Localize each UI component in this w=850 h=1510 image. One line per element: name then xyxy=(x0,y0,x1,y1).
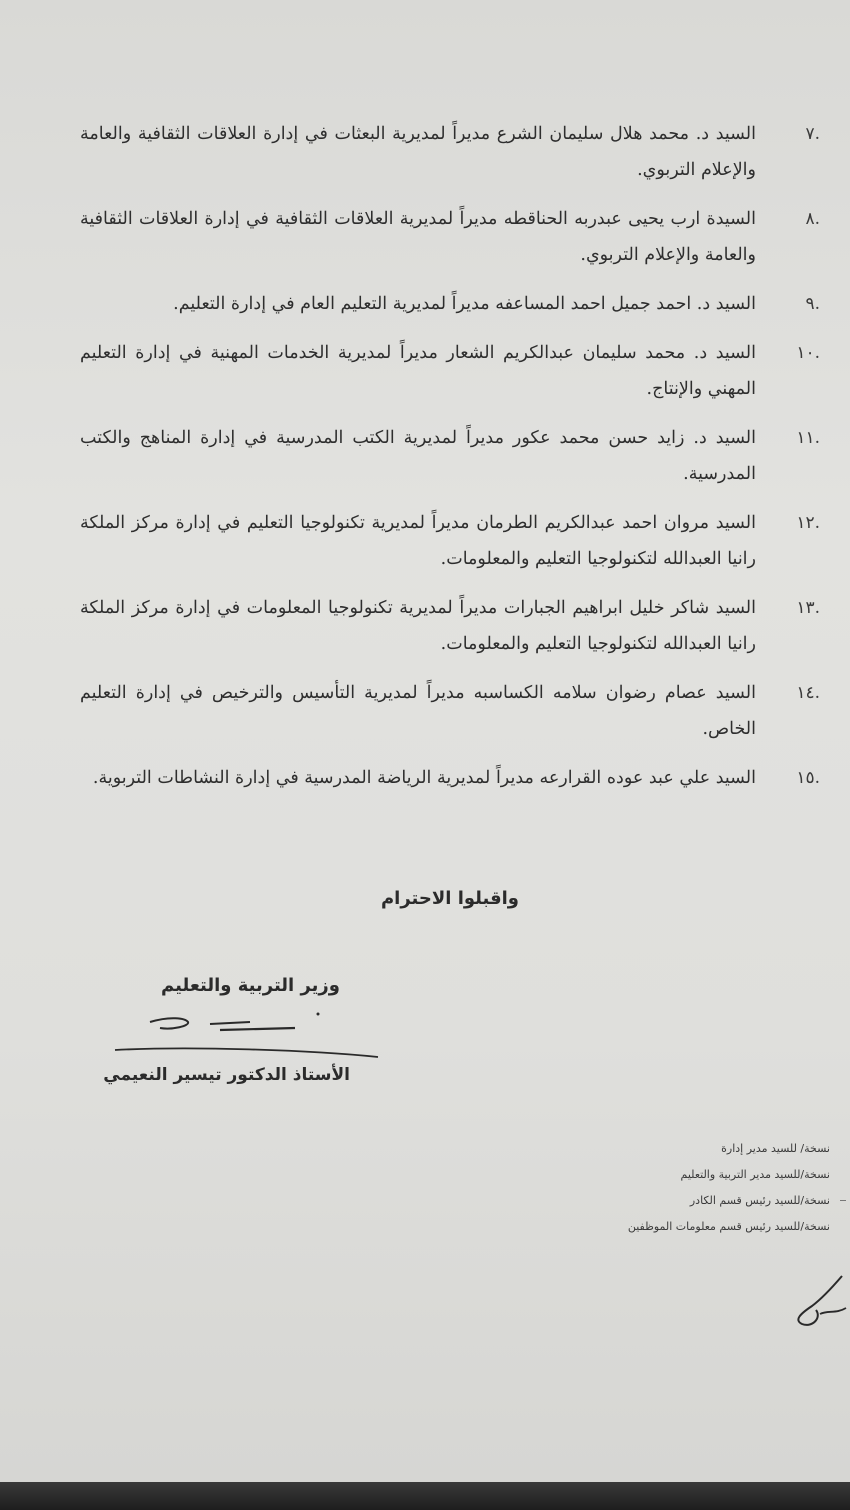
list-item xyxy=(80,420,820,492)
item-text: السيد د. محمد سليمان عبدالكريم الشعار مديراً لمديرية الخدمات المهنية في إدارة التعليم المهني والإنتاج. xyxy=(80,343,756,399)
list-item xyxy=(80,590,820,662)
appointments-list xyxy=(80,116,820,809)
list-item xyxy=(80,505,820,577)
signature-icon xyxy=(110,1000,390,1070)
list-item xyxy=(80,286,820,322)
copy-recipient: نسخة/للسيد رئيس قسم معلومات الموظفين xyxy=(627,1220,830,1233)
scanner-edge xyxy=(0,1482,850,1510)
item-text: السيد عصام رضوان سلامه الكساسبه مديراً لمديرية التأسيس والترخيص في إدارة التعليم الخاص. xyxy=(80,683,756,739)
list-item xyxy=(80,760,820,796)
copy-recipient: نسخة/للسيد مدير التربية والتعليم xyxy=(680,1168,830,1181)
copies-list xyxy=(510,1136,830,1240)
item-text: السيد مروان احمد عبدالكريم الطرمان مديراً لمديرية تكنولوجيا التعليم في إدارة مركز الملكة رانيا العبدالله لتكنولوجيا التعليم والمعلومات. xyxy=(80,513,756,569)
item-text: السيدة ارب يحيى عبدربه الحناقطه مديراً لمديرية العلاقات الثقافية في إدارة العلاقات الثقافية والعامة والإعلام التربوي. xyxy=(80,209,756,265)
item-text: السيد د. محمد هلال سليمان الشرع مديراً لمديرية البعثات في إدارة العلاقات الثقافية والعامة والإعلام التربوي. xyxy=(80,124,756,180)
list-item xyxy=(80,116,820,188)
item-number: .٧ xyxy=(805,124,820,144)
list-item xyxy=(80,675,820,747)
item-number: .١٤ xyxy=(796,683,820,703)
copy-recipient: نسخة/للسيد رئيس قسم الكادر xyxy=(689,1194,830,1207)
item-number: .١٥ xyxy=(796,768,820,788)
item-number: .٨ xyxy=(805,209,820,229)
item-number: .١٠ xyxy=(796,343,820,363)
minister-title: وزير التربية والتعليم xyxy=(161,975,340,996)
item-number: .١٣ xyxy=(796,598,820,618)
item-number: .١١ xyxy=(796,428,820,448)
list-item xyxy=(80,335,820,407)
item-text: السيد د. زايد حسن محمد عكور مديراً لمديرية الكتب المدرسية في إدارة المناهج والكتب المدرسية. xyxy=(80,428,756,484)
initials-icon xyxy=(790,1270,848,1330)
list-item xyxy=(80,201,820,273)
closing-phrase: واقبلوا الاحترام xyxy=(380,888,519,909)
minister-name: الأستاذ الدكتور تيسير النعيمي xyxy=(103,1065,350,1085)
margin-mark xyxy=(840,1200,846,1201)
item-text: السيد علي عبد عوده القرارعه مديراً لمديرية الرياضة المدرسية في إدارة النشاطات التربوية. xyxy=(92,768,756,788)
item-number: .٩ xyxy=(805,294,820,314)
item-text: السيد د. احمد جميل احمد المساعفه مديراً لمديرية التعليم العام في إدارة التعليم. xyxy=(173,294,756,314)
item-text: السيد شاكر خليل ابراهيم الجبارات مديراً لمديرية تكنولوجيا المعلومات في إدارة مركز الملكة رانيا العبدالله لتكنولوجيا التعليم والمعلومات. xyxy=(80,598,756,654)
copy-recipient: نسخة/ للسيد مدير إدارة xyxy=(721,1142,830,1155)
item-number: .١٢ xyxy=(796,513,820,533)
